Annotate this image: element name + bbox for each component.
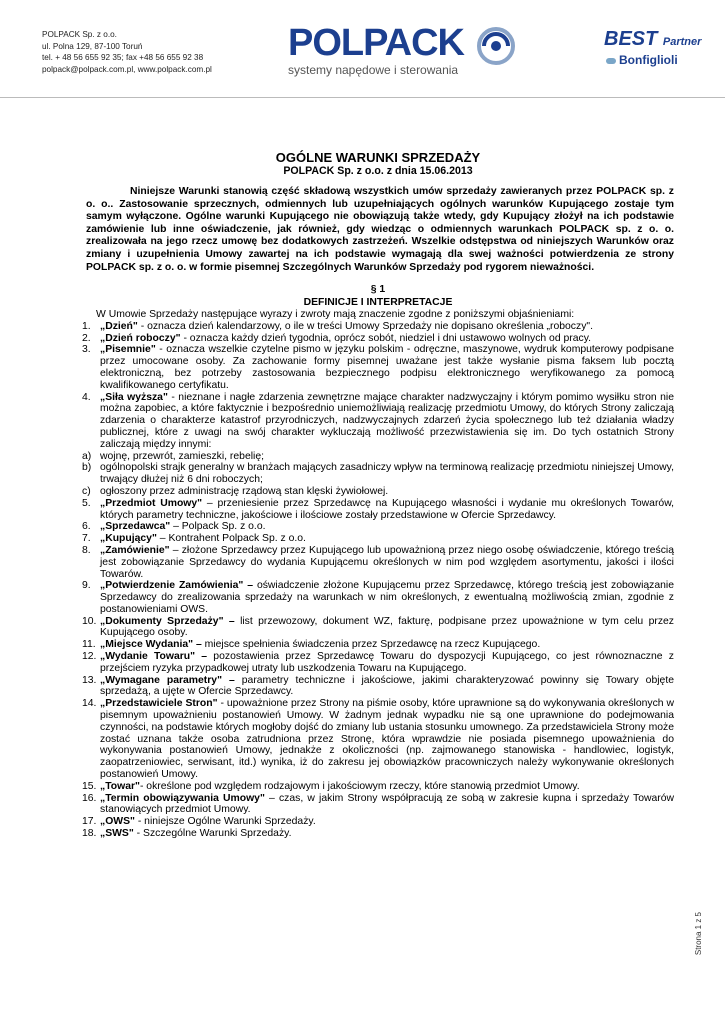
item-number: 4. xyxy=(82,391,91,403)
item-text: parametry techniczne i jakościowe, jakimi charakteryzować powinny się Towary objęte sprzedażą, a ujęte w Ofercie Sprzedawcy. xyxy=(100,674,674,698)
item-number: 2. xyxy=(82,332,91,344)
item-term: „Zamówienie" xyxy=(100,544,170,556)
item-term: „Siła wyższa" xyxy=(100,391,168,403)
list-item xyxy=(82,498,674,522)
list-item xyxy=(82,451,674,463)
document-body xyxy=(82,150,674,840)
partner-logo xyxy=(604,28,701,67)
item-number: 9. xyxy=(82,580,91,592)
item-text: - nieznane i nagłe zdarzenia zewnętrzne mające charakter nadzwyczajny i którym pomimo wysiłku stron nie można zapobiec, a które faktycznie i bezpośrednio uniemożliwiają realizację przedmiotu Umowy, do których Strony zaliczają zdarzenia o charakterze katastrof przyrodniczych, nadzwyczajnych zdarzeń życia społecznego lub też działania władzy publicznej, które z uwagi na swój charakter wykluczają możliwość przezwistawienia się im. Do tych ostatnich Strony zaliczają między innymi: xyxy=(100,391,674,450)
item-number: 3. xyxy=(82,344,91,356)
section-lead: W Umowie Sprzedaży następujące wyrazy i zwroty mają znaczenie zgodne z poniższymi objaśnieniami: xyxy=(96,308,575,320)
item-number: 1. xyxy=(82,320,91,332)
item-term: „Dzień" xyxy=(100,320,138,332)
list-item xyxy=(82,816,674,828)
letterhead xyxy=(0,0,725,100)
item-number: a) xyxy=(82,450,92,462)
definitions-list xyxy=(82,321,674,840)
item-term: „Sprzedawca" xyxy=(100,521,171,533)
gear-swirl-icon xyxy=(476,26,516,66)
item-term: „Kupujący" xyxy=(100,533,157,545)
item-number: 17. xyxy=(82,816,97,828)
logo-name: POLPACK xyxy=(288,22,464,64)
item-term: „Potwierdzenie Zamówienia" – xyxy=(100,580,254,592)
intro-paragraph: Niniejsze Warunki stanowią część składową wszystkich umów sprzedaży zawieranych przez POLPACK sp. z o. o.. Zastosowanie sprzecznych, odmiennych lub uzupełniających ogólnych warunków Kupującego zostaje tym samym wyłączone. Ogólne warunki Kupującego nie obowiązują także wtedy, gdy Kupujący złożył na ich podstawie zamówienie lub inne oświadczenie, jak również, gdy wiedząc o odmiennych warunkach POLPACK sp. z o. o. zrealizowała na jego rzecz umowę bez dodatkowych zastrzeżeń. Wszelkie odstępstwa od niniejszych Warunków oraz zmiany i uzupełnienia Umowy zawartej na ich podstawie wymagają dla swej ważności potwierdzenia ze strony POLPACK sp. z o. o. w formie pisemnej Szczególnych Warunków Sprzedaży pod rygorem nieważności. xyxy=(86,186,674,273)
bonfiglioli-icon xyxy=(606,58,616,64)
list-item xyxy=(82,616,674,640)
item-text: list przewozowy, dokument WZ, fakturę, podpisane przez upoważnione w tym celu przez Kupującego osoby. xyxy=(100,615,675,639)
item-number: 18. xyxy=(82,828,97,840)
list-item xyxy=(82,344,674,391)
item-text: – czas, w jakim Strony współpracują ze sobą w zakresie kupna i sprzedaży Towarów stanowiących przedmiot Umowy. xyxy=(100,792,674,816)
item-number: 8. xyxy=(82,544,91,556)
item-text: – przeniesienie przez Sprzedawcę na Kupującego własności i wydanie mu określonych Towarów, których parametry techniczne, jakościowe i ilościowe zostały przedstawione w Ofercie Sprzedawcy. xyxy=(100,497,675,521)
list-item xyxy=(82,521,674,533)
item-term: „Pisemnie" xyxy=(100,344,156,356)
item-text: – złożone Sprzedawcy przez Kupującego lub upoważnioną przez niego osobę oświadczenie, którego treścią jest zobowiązanie Sprzedawcy do wydania Kupującemu określonych w nim pod względem asortymentu, jakości i ilości Towarów. xyxy=(100,544,674,580)
item-term: „Przedstawiciele Stron" xyxy=(100,698,218,710)
company-name: POLPACK Sp. z o.o. xyxy=(42,30,117,39)
item-text: - niniejsze Ogólne Warunki Sprzedaży. xyxy=(134,816,316,828)
item-term: „Termin obowiązywania Umowy" xyxy=(100,792,265,804)
company-street: ul. Polna 129, 87-100 Toruń xyxy=(42,41,143,51)
list-item xyxy=(82,486,674,498)
section-number: § 1 xyxy=(370,284,386,296)
page-number: Strona 1 z 5 xyxy=(694,912,703,956)
item-text: – Kontrahent Polpack Sp. z o.o. xyxy=(156,533,306,545)
list-item xyxy=(82,639,674,651)
item-number: 5. xyxy=(82,497,91,509)
company-phone: tel. + 48 56 655 92 35; fax +48 56 655 92 38 xyxy=(42,53,204,62)
item-number: 13. xyxy=(82,674,97,686)
item-text: oświadczenie złożone Kupującemu przez Sprzedawcę, którego treścią jest zobowiązanie Sprzedawcy do zrealizowania sprzedaży na warunkach w nim określonych, z ewentualną możliwością zmian, zgodnie z postanowieniami OWS. xyxy=(100,580,674,615)
list-item xyxy=(82,462,674,486)
item-number: 12. xyxy=(82,651,97,663)
list-item xyxy=(82,793,674,817)
item-number: 16. xyxy=(82,792,97,804)
item-term: „Towar" xyxy=(100,780,140,792)
item-term: „Dokumenty Sprzedaży" – xyxy=(100,615,235,627)
document-title: OGÓLNE WARUNKI SPRZEDAŻY xyxy=(275,150,481,165)
item-text: – Polpack Sp. z o.o. xyxy=(170,521,266,533)
item-number: 15. xyxy=(82,780,97,792)
item-number: 11. xyxy=(82,639,96,651)
list-item xyxy=(82,781,674,793)
polpack-logo xyxy=(288,24,464,77)
item-term: „Wydanie Towaru" – xyxy=(100,651,208,663)
logo-tagline: systemy napędowe i sterowania xyxy=(288,63,459,77)
item-term: „Wymagane parametry" – xyxy=(100,674,235,686)
item-number: b) xyxy=(82,462,92,474)
list-item xyxy=(82,392,674,451)
list-item xyxy=(82,321,674,333)
item-term: „OWS" xyxy=(100,816,135,828)
item-text: - upoważnione przez Strony na piśmie osoby, które uprawnione są do wykonywania określonych w pisemnym upoważnieniu postanowień Umowy. W żadnym jednak wypadku nie są one uprawnione do podejmowania czynności, na podstawie których mogłoby dojść do zmiany lub ustania stosunku umownego. Za przedstawiciela Strony może zostać uznana także osoba zatrudniona przez Stronę, która wprawdzie nie posiada pisemnego upoważnienia do wykonywania postanowień Umowy, jednakże z okoliczności (np. zajmowanego stanowiska - handlowiec, logistyk, zaopatrzeniowiec, serwisant, itd.) wynika, iż do zakresu jej obowiązków pracowniczych należy wykonywanie określonych postanowień Umowy. xyxy=(100,698,675,781)
item-text: wojnę, przewrót, zamieszki, rebelię; xyxy=(100,450,265,462)
company-address xyxy=(42,29,212,75)
item-term: „SWS" xyxy=(100,828,134,840)
list-item xyxy=(82,333,674,345)
item-number: 7. xyxy=(82,533,91,545)
header-divider xyxy=(0,97,725,98)
document-subtitle: POLPACK Sp. z o.o. z dnia 15.06.2013 xyxy=(283,165,473,177)
item-number: 6. xyxy=(82,521,91,533)
list-item xyxy=(82,533,674,545)
list-item xyxy=(82,828,674,840)
partner-brand: Bonfiglioli xyxy=(619,53,678,67)
partner-word: Partner xyxy=(662,36,702,48)
item-term: „Dzień roboczy" xyxy=(100,332,181,344)
list-item xyxy=(82,545,674,580)
item-number: c) xyxy=(82,485,91,497)
item-term: „Miejsce Wydania" – xyxy=(100,639,202,651)
item-number: 10. xyxy=(82,615,97,627)
list-item xyxy=(82,580,674,615)
item-text: - oznacza każdy dzień tygodnia, oprócz sobót, niedziel i dni ustawowo wolnych od pracy. xyxy=(180,332,592,344)
company-email-web: polpack@polpack.com.pl, www.polpack.com.pl xyxy=(42,64,212,74)
item-term: „Przedmiot Umowy" xyxy=(100,497,203,509)
item-text: miejsce spełnienia świadczenia przez Sprzedawcę na rzecz Kupującego. xyxy=(201,639,541,651)
list-item xyxy=(82,675,674,699)
item-text: pozostawienia przez Sprzedawcę Towaru do dyspozycji Kupującego, co jest równoznaczne z przejściem ryzyka przypadkowej utraty lub uszkodzenia Towaru na Kupującego. xyxy=(100,651,674,674)
item-number: 14. xyxy=(82,698,97,710)
list-item xyxy=(82,698,674,781)
item-text: ogłoszony przez administrację rządową stan klęski żywiołowej. xyxy=(100,485,389,497)
item-text: - oznacza wszelkie czytelne pismo w języku polskim - odręczne, maszynowe, wydruk komputerowy podpisane przez umocowane osoby. Za zachowanie formy pisemnej uważane jest także wysłanie pisma faksem lub pocztą elektroniczną, bez potrzeby zastosowania bezpiecznego podpisu elektronicznego weryfikowanego za pomocą kwalifikowanego certyfikatu. xyxy=(100,344,674,391)
item-text: - Szczególne Warunki Sprzedaży. xyxy=(133,828,292,840)
list-item xyxy=(82,651,674,675)
item-text: ogólnopolski strajk generalny w branżach mających zasadniczy wpływ na terminową realizację przedmiotu niniejszej Umowy, trwający dłużej niż 6 dni roboczych; xyxy=(100,462,674,486)
item-text: - oznacza dzień kalendarzowy, o ile w treści Umowy Sprzedaży nie dopisano określenia „roboczy". xyxy=(137,320,593,332)
partner-best: BEST xyxy=(604,28,658,50)
section-title: DEFINICJE I INTERPRETACJE xyxy=(303,296,453,308)
item-text: - określone pod względem rodzajowym i jakościowym rzeczy, które stanowią przedmiot Umowy. xyxy=(139,780,580,792)
